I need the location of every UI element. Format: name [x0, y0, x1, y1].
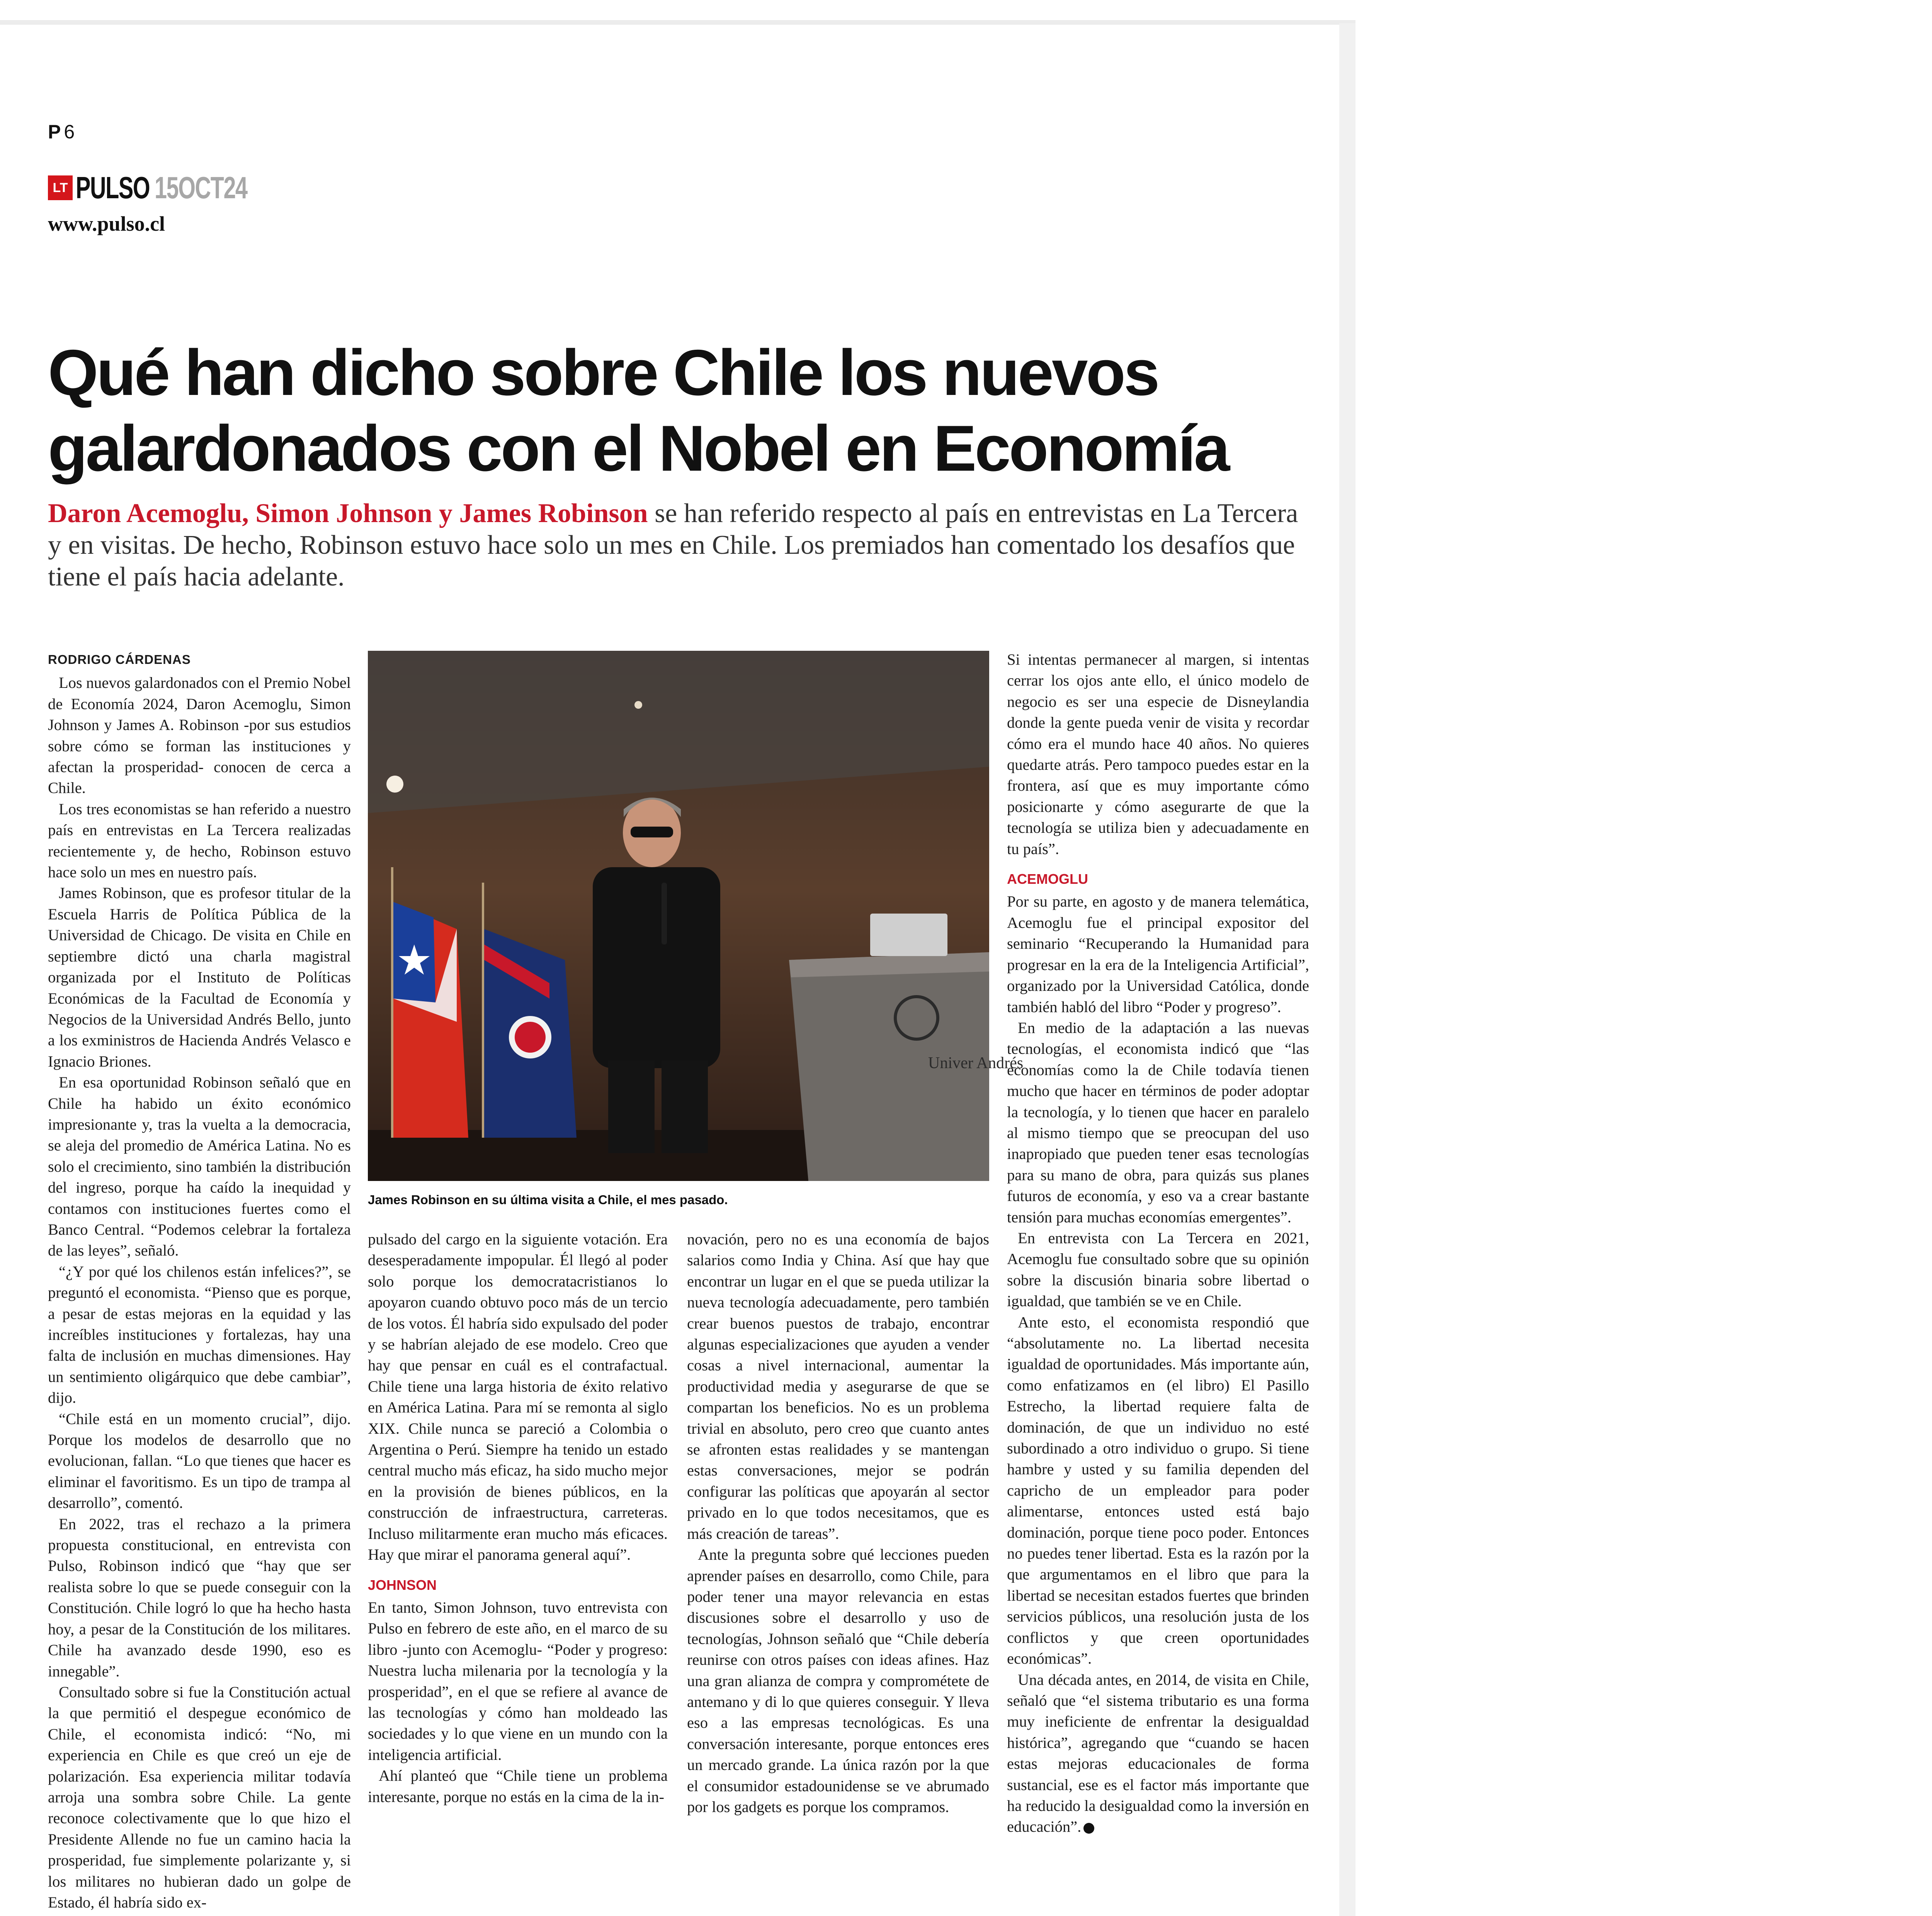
byline: RODRIGO CÁRDENAS — [48, 652, 191, 667]
laptop — [870, 914, 947, 956]
paragraph: Ahí planteó que “Chile tiene un problema interesante, porque no estás en la cima de la in- — [368, 1767, 668, 1805]
paragraph: En 2022, tras el rechazo a la primera propuesta constitucional, en entrevista con Pulso, Robinson indicó que “hay que ser realista sobre lo que se puede conseguir con la Constitución. Chile logró lo que ha hecho hasta hoy, a pesar de la Constitución de los militares. Chile ha avanzado desde 1990, eso es innegable”. — [48, 1515, 351, 1680]
masthead — [48, 172, 283, 203]
paragraph: Si intentas permanecer al margen, si intentas cerrar los ojos ante ello, el único modelo de negocio es ser una especie de Disneylandia donde la gente pueda venir de visita y recordar cómo era el mundo hace 40 años. No quieres quedarte atrás. Pero tampoco puedes estar en la frontera, así que es muy importante cómo posicionarte y cómo asegurarte de que la tecnología se utiliza bien y adecuadamente en tu país”. — [1007, 651, 1309, 858]
paragraph: novación, pero no es una economía de bajos salarios como India y China. Así que hay que encontrar un lugar en el que se pueda utilizar la nueva tecnología adecuadamente, pero también crear buenos puestos de trabajo, encontrar algunas especializaciones que ayuden a vender cosas a nivel internacional, aumentar la productividad media y asegurarse de que se compartan los beneficios. No es un problema trivial en absoluto, pero creo que cuanto antes se afronten estas realidades y se mantengan estas conversaciones, mejor se podrán configurar las políticas que apoyarán al sector privado en lo que todos necesitamos, que es más creación de tareas”. — [687, 1230, 989, 1542]
lead-text: se han referido respecto al país en entrevistas en La Tercera y en visitas. De hecho, Robinson estuvo hace solo un mes en Chile. Los premiados han comentado los desafíos que tiene el país hacia adelante. — [48, 499, 1298, 592]
page-label: P — [48, 121, 61, 143]
paragraph: En entrevista con La Tercera en 2021, Acemoglu fue consultado sobre que su opinión sobre la discusión binaria sobre libertad o igualdad, que también se ve en Chile. — [1007, 1229, 1309, 1310]
paragraph: En tanto, Simon Johnson, tuvo entrevista con Pulso en febrero de este año, en el marco de su libro -junto con Acemoglu- “Poder y progreso: Nuestra lucha milenaria por la tecnología y la prosperidad”, en el que se refiere al avance de las tecnologías y cómo han moldeado las sociedades y lo que viene en un mundo con la inteligencia artificial. — [368, 1598, 668, 1763]
end-mark-icon: P — [1083, 1823, 1094, 1834]
microphone — [662, 883, 667, 944]
article-column-3 — [687, 1229, 989, 1817]
podium — [789, 952, 1023, 1181]
website-url: www.pulso.cl — [48, 212, 165, 235]
paragraph: Por su parte, en agosto y de manera telemática, Acemoglu fue el principal expositor del seminario “Recuperando la Humanidad para progresar en la era de la Inteligencia Artificial”, organizado por la Universidad Católica, donde también habló del libro “Poder y progreso”. — [1007, 893, 1309, 1016]
flag-pole — [391, 867, 393, 1138]
photo-illustration — [368, 651, 1024, 1181]
article-column-4 — [1007, 649, 1309, 1838]
paragraph: En medio de la adaptación a las nuevas tecnologías, el economista indicó que “las economías como la de Chile todavía tienen mucho que hacer en términos de poder adoptar la tecnología, y lo tienen que hacer en paralelo al mismo tiempo que se preocupan del uso inapropiado que pueden tener esas tecnologías para su mano de obra, para quizás sus planes futuros de economía, y eso va a crear bastante tensión para muchas economías emergentes”. — [1007, 1019, 1309, 1226]
podium-signage: Univer Andrés — [928, 1054, 1024, 1072]
paragraph: pulsado del cargo en la siguiente votación. Era desesperadamente impopular. Él llegó al poder solo porque los democratacristianos lo apoyaron cuando obtuvo poco más de un tercio de los votos. Él habría sido expulsado del poder y se habrían alejado de ese modelo. Creo que hay que pensar en cuál es el contrafactual. Chile tiene una larga historia de éxito relativo en América Latina. Para mí se remonta al siglo XIX. Chile nunca se pareció a Colombia o Argentina o Perú. Siempre ha tenido un estado central mucho más eficaz, ha sido mucho mejor en la provisión de bienes públicos, en la construcción de infraestructura, carreteras. Incluso militarmente eran mucho más eficaces. Hay que mirar el panorama general aquí”. — [368, 1230, 668, 1564]
paragraph: Ante esto, el economista respondió que “absolutamente no. La libertad necesita igualdad de oportunidades. Más importante aún, como enfatizamos en (el libro) El Pasillo Estrecho, la libertad requiere falta de dominación, de que un individuo no esté subordinado a otro individuo o grupo. Si tiene hambre y usted y su familia dependen del capricho de un empleador para poder alimentarse, entonces usted está bajo dominación, porque tiene poco poder. Entonces no puedes tener libertad. Esta es la razón por la que argumentamos en el libro que para la libertad se necesitan estados fuertes que brinden servicios públicos, una resolución justa de los conflictos y que creen oportunidades económicas”. — [1007, 1313, 1309, 1668]
paragraph — [1007, 1669, 1309, 1838]
paragraph: En esa oportunidad Robinson señaló que en Chile ha habido un éxito económico impresionante y, tras la vuelta a la democracia, se aleja del promedio de América Latina. No es solo el crecimiento, sino también la distribución del ingreso, porque ha caído la inequidad y contamos con instituciones fuertes como el Banco Central. “Podemos celebrar la fortaleza de las leyes”, señaló. — [48, 1074, 351, 1259]
subheading-johnson: JOHNSON — [368, 1577, 437, 1593]
page-number-value: 6 — [64, 121, 75, 143]
paragraph: Los tres economistas se han referido a nuestro país en entrevistas en La Tercera realizadas recientemente y, de hecho, Robinson estuvo hace solo un mes en nuestro país. — [48, 800, 351, 881]
lead-paragraph — [48, 498, 1315, 593]
article-column-1 — [48, 649, 351, 1913]
top-rule — [0, 20, 1355, 25]
paragraph: Ante la pregunta sobre qué lecciones pueden aprender países en desarrollo, como Chile, para poder tener una mayor relevancia en estas discusiones sobre el desarrollo y uso de tecnologías, Johnson señaló que “Chile debería reunirse con otros países con ideas afines. Haz una gran alianza de compra y comprométete de antemano y di lo que quieres conseguir. Y lleva eso a las empresas tecnológicas. Es una conversación interesante, porque entonces eres un mercado grande. La única razón por la que el consumidor estadounidense se ve abrumado por los gadgets es porque los compramos. — [687, 1546, 989, 1816]
headline-line-1: Qué han dicho sobre Chile los nuevos — [48, 336, 1158, 409]
paragraph: Los nuevos galardonados con el Premio Nobel de Economía 2024, Daron Acemoglu, Simon Johnson y James A. Robinson -por sus estudios sobre cómo se forman las instituciones y afectan la prosperidad- conocen de cerca a Chile. — [48, 674, 351, 797]
subheading-acemoglu: ACEMOGLU — [1007, 871, 1088, 887]
issue-date: 15OCT24 — [154, 170, 247, 205]
lead-names: Daron Acemoglu, Simon Johnson y James Robinson — [48, 499, 648, 528]
article-column-2 — [368, 1229, 668, 1807]
paragraph-text: Una década antes, en 2014, de visita en Chile, señaló que “el sistema tributario es una forma muy ineficiente de enfrentar la desigualdad histórica”, agregando que “cuando se hacen estas mejoras educacionales de forma sustancial, ese es el factor más importante que ha reducido la desigualdad como la inversión en educación”. — [1007, 1671, 1309, 1836]
paragraph: James Robinson, que es profesor titular de la Escuela Harris de Política Pública de la Universidad de Chicago. De visita en Chile en septiembre dictó una charla magistral organizada por el Instituto de Políticas Económicas de la Facultad de Economía y Negocios de la Universidad Andrés Bello, junto a los exministros de Hacienda Andrés Velasco e Ignacio Briones. — [48, 884, 351, 1070]
photo-caption: James Robinson en su última visita a Chile, el mes pasado. — [368, 1193, 728, 1207]
paragraph: “Chile está en un momento crucial”, dijo. Porque los modelos de desarrollo que no evolucionan, fallan. “Lo que tienes que hacer es eliminar el favoritismo. Es un tipo de trampa al desarrollo”, comentó. — [48, 1410, 351, 1512]
headline — [48, 335, 1323, 486]
section-name: PULSO — [76, 170, 150, 205]
headline-line-2: galardonados con el Nobel en Economía — [48, 412, 1228, 485]
paragraph: Consultado sobre si fue la Constitución actual la que permitió el despegue económico de Chile, el economista indicó: “No, mi experiencia en Chile es que creó un eje de polarización. Esa experiencia militar todavía arroja una sombra sobre Chile. La gente reconoce colectivamente que lo que hizo el Presidente Allende no fue un camino hacia la prosperidad, fue simplemente polarizante y, si los militares no hubieran dado un golpe de Estado, él habría sido ex- — [48, 1683, 351, 1911]
scrollbar-track[interactable] — [1339, 23, 1355, 1916]
paragraph: “¿Y por qué los chilenos están infelices?”, se preguntó el economista. “Pienso que es porque, a pesar de estas mejoras en la equidad y las increíbles instituciones y fortalezas, hay una falta de inclusión en muchas dimensiones. Hay un sentimiento oligárquico que debe cambiar”, dijo. — [48, 1263, 351, 1407]
page-number — [48, 121, 75, 143]
la-tercera-logo: LT — [48, 175, 73, 200]
article-photo — [368, 651, 1024, 1181]
